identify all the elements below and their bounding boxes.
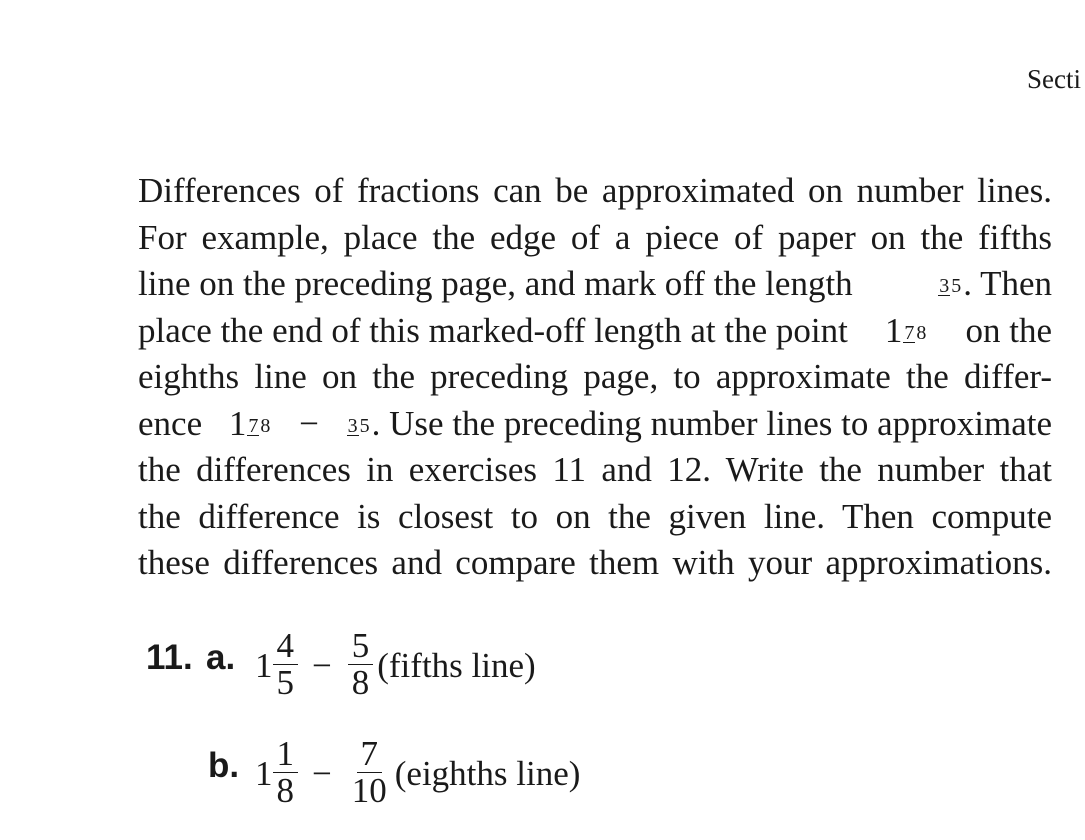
- fraction-denominator: 8: [916, 321, 927, 344]
- fraction-numerator: 3: [347, 414, 358, 437]
- instruction-paragraph: [138, 168, 1052, 587]
- minus-sign: −: [312, 754, 332, 793]
- paragraph-line: the differences in exercises 11 and 12. Write the number that: [138, 450, 1052, 489]
- exercise-note: (fifths line): [377, 646, 536, 685]
- inline-fraction: [347, 414, 371, 437]
- paragraph-line: Differences of fractions can be approximated on number lines.: [138, 171, 1052, 210]
- fraction-denominator: 8: [260, 414, 271, 437]
- running-head: Secti: [1027, 64, 1081, 94]
- minus-sign: −: [299, 403, 319, 443]
- inline-fraction: [903, 321, 927, 344]
- display-fraction: [273, 733, 299, 810]
- display-fraction: [273, 625, 299, 702]
- fraction-denominator: 5: [276, 662, 294, 702]
- text-run: on the: [965, 310, 1052, 350]
- exercise-part-label: a.: [206, 638, 236, 677]
- fraction-denominator: 8: [276, 770, 294, 810]
- minus-sign: −: [312, 646, 332, 685]
- exercise-note: (eighths line): [394, 754, 581, 793]
- text-run: . Then: [963, 264, 1052, 303]
- inline-fraction-group: [346, 401, 1052, 448]
- display-fraction: [348, 625, 374, 702]
- mixed-number: [229, 401, 273, 448]
- paragraph-line: [138, 401, 1052, 448]
- exercise-expression: [255, 614, 536, 714]
- display-fraction: [348, 733, 391, 810]
- paragraph-line: For example, place the edge of a piece of paper on the fifths: [138, 217, 1052, 257]
- text-run: ence: [138, 403, 203, 443]
- fraction-denominator: 5: [359, 414, 370, 437]
- fraction-denominator: 5: [951, 275, 962, 298]
- paragraph-line: [138, 261, 1052, 308]
- mixed-whole: 1: [884, 310, 903, 350]
- fraction-numerator: 7: [904, 321, 915, 344]
- text-run: place the end of this marked-off length at the point: [138, 310, 848, 350]
- fraction-numerator: 4: [273, 628, 299, 665]
- fraction-numerator: 7: [248, 414, 259, 437]
- text-run: . Use the preceding number lines to approximate: [371, 403, 1053, 443]
- inline-fraction: [938, 277, 962, 296]
- paragraph-line: these differences and compare them with your approximations.: [138, 543, 1052, 582]
- fraction-numerator: 5: [348, 628, 374, 665]
- inline-fraction: [247, 414, 271, 437]
- fraction-denominator: 10: [351, 770, 387, 810]
- paragraph-line: [138, 308, 1052, 355]
- fraction-denominator: 8: [351, 662, 370, 702]
- mixed-whole: 1: [255, 754, 273, 793]
- exercise-expression: [255, 722, 580, 822]
- mixed-whole: 1: [228, 403, 247, 443]
- mixed-number: [885, 308, 929, 355]
- fraction-numerator: 1: [273, 736, 299, 773]
- fraction-numerator: 7: [357, 736, 383, 773]
- fraction-numerator: 3: [939, 275, 950, 298]
- paragraph-line: the difference is closest to on the given line. Then compute: [138, 496, 1052, 536]
- exercise-number: 11.: [146, 638, 193, 677]
- mixed-whole: 1: [255, 646, 273, 685]
- inline-fraction-group: [937, 261, 1052, 308]
- exercise-part-label: b.: [208, 746, 240, 785]
- text-run: line on the preceding page, and mark off the length: [138, 264, 853, 303]
- paragraph-line: eighths line on the preceding page, to approximate the differ-: [138, 357, 1052, 396]
